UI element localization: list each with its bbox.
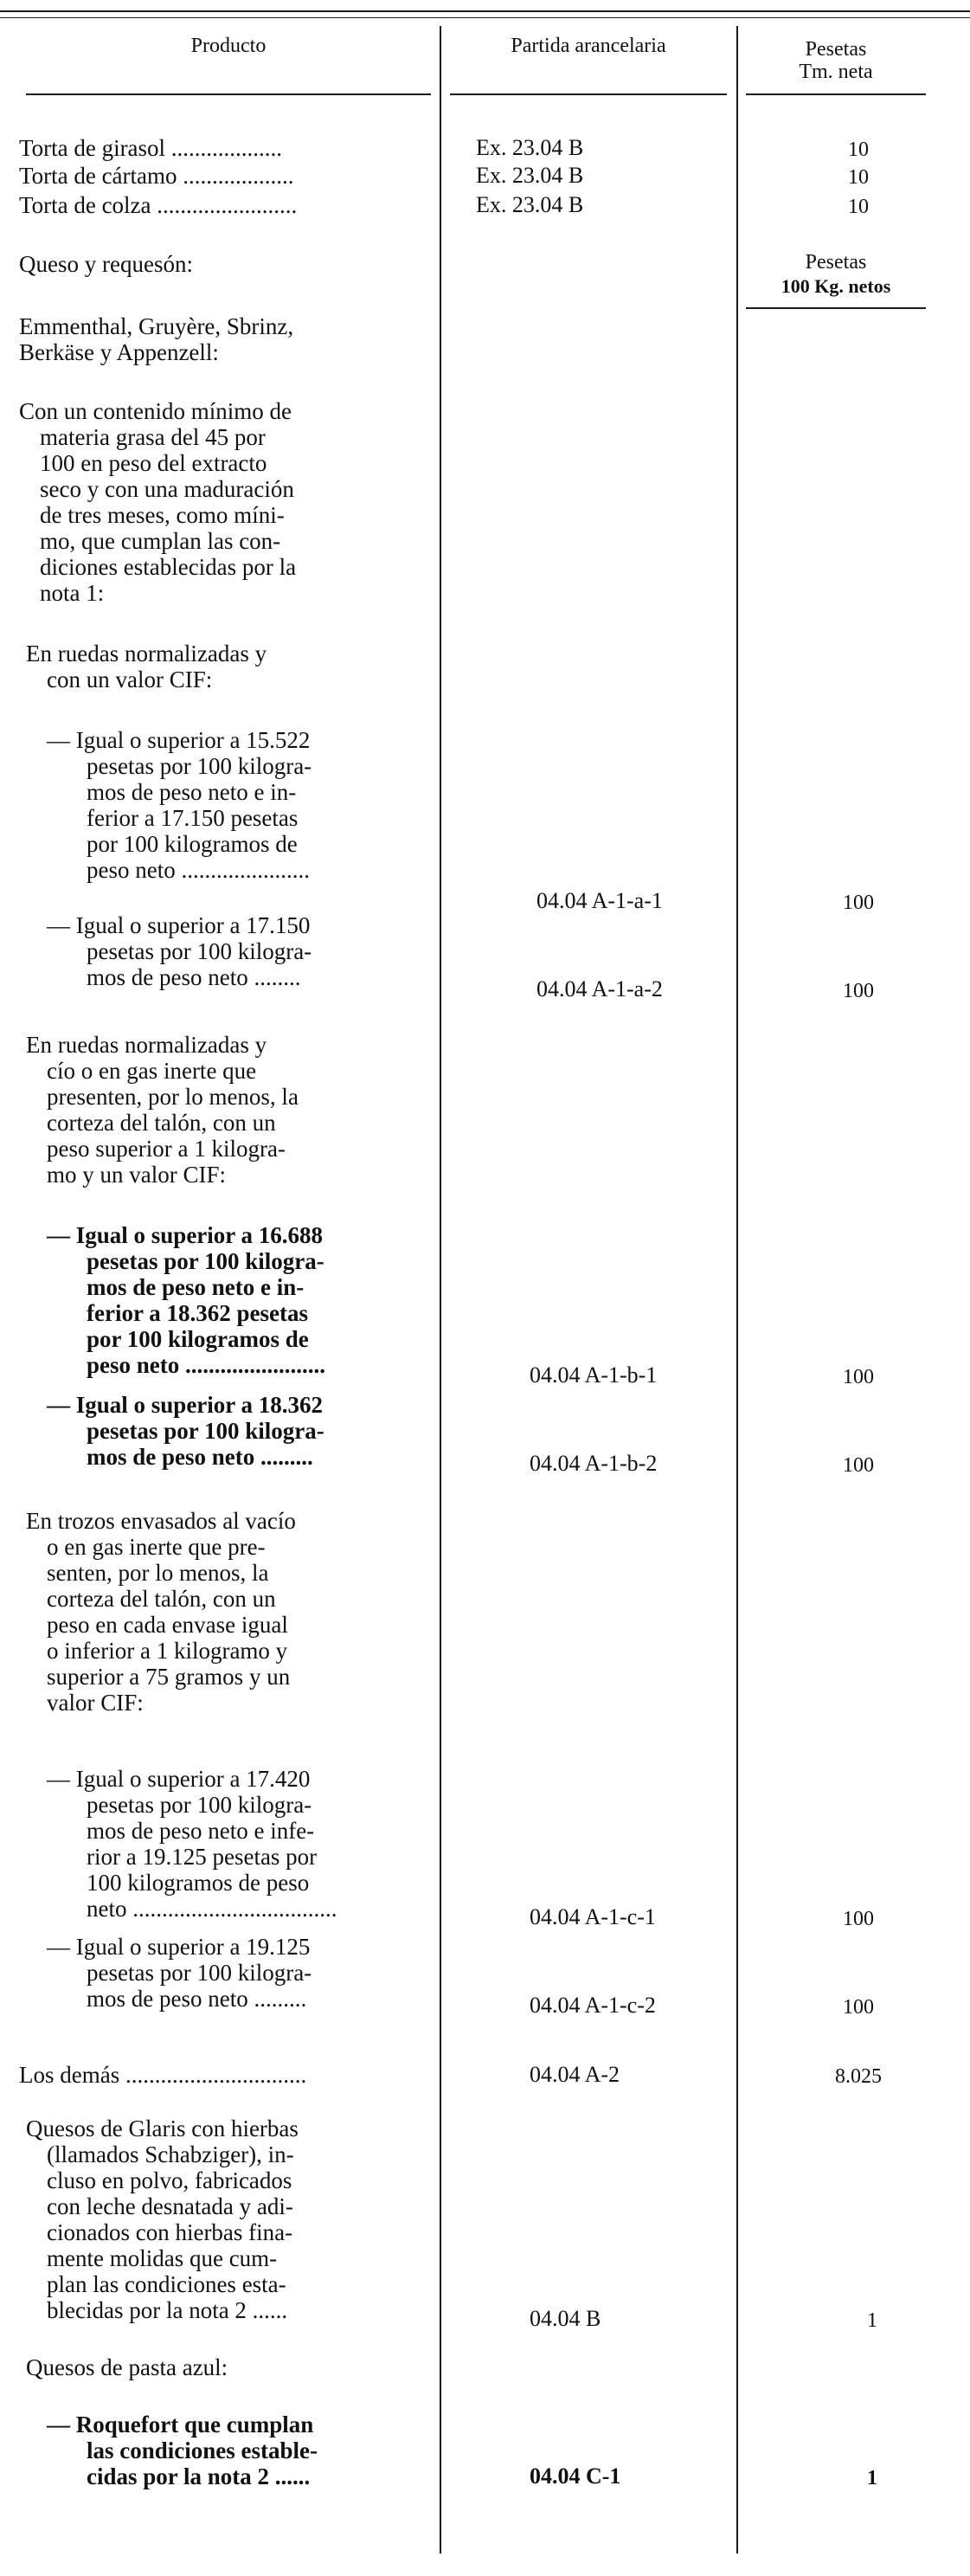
a1b1-l2: pesetas por 100 kilogra- [87,1248,324,1274]
ruedas1-l1: En ruedas normalizadas y [26,641,267,667]
row-cartamo: Torta de cártamo ................... [19,163,294,189]
a1c2-l2: pesetas por 100 kilogra- [87,1960,312,1986]
trozos-l2: o en gas inerte que pre- [47,1534,266,1560]
a1b2-l2: pesetas por 100 kilogra- [87,1418,324,1444]
azul-title: Quesos de pasta azul: [26,2354,228,2380]
ruedas1-l2: con un valor CIF: [47,667,213,692]
subheader-underline [746,307,926,309]
glaris-l2: (llamados Schabziger), in- [47,2141,294,2167]
trozos-l7: superior a 75 gramos y un [47,1664,291,1690]
queso-title: Queso y requesón: [19,251,193,277]
contenido-l4: seco y con una maduración [40,476,294,502]
trozos-l3: senten, por lo menos, la [47,1560,269,1586]
demas-text: Los demás ............................... [19,2062,307,2088]
a1a1-l1: — Igual o superior a 15.522 [47,727,311,753]
a1a1-l4: ferior a 17.150 pesetas [87,805,299,831]
top-rule-2 [0,17,970,18]
header-underline-tariff [450,93,727,95]
header-product: Producto [190,35,267,57]
a1a1-l3: mos de peso neto e in- [87,779,297,805]
subheader-pesetas: Pesetas [805,251,867,274]
code-a1c1: 04.04 A-1-c-1 [530,1904,656,1929]
glaris-l8: blecidas por la nota 2 ...... [47,2297,288,2323]
a1a2-l2: pesetas por 100 kilogra- [87,938,312,964]
a1c2-l3: mos de peso neto ......... [87,1986,307,2012]
ruedas2-l4: corteza del talón, con un [47,1110,276,1136]
code-cartamo: Ex. 23.04 B [476,163,584,188]
code-a1b1: 04.04 A-1-b-1 [530,1362,658,1388]
glaris-l1: Quesos de Glaris con hierbas [26,2116,299,2141]
header-price-line1: Pesetas [805,38,867,61]
header-price-line2: Tm. neta [799,61,873,83]
glaris-l3: cluso en polvo, fabricados [47,2167,292,2193]
contenido-l8: nota 1: [40,580,105,606]
ruedas2-l6: mo y un valor CIF: [47,1162,226,1188]
code-colza: Ex. 23.04 B [476,192,584,217]
a1b2-l3: mos de peso neto ......... [87,1444,313,1470]
value-colza: 10 [848,196,869,218]
a1c1-l3: mos de peso neto e infe- [87,1818,315,1844]
code-a1c2: 04.04 A-1-c-2 [530,1993,656,2018]
a1a2-l1: — Igual o superior a 17.150 [47,912,311,938]
code-a1a2: 04.04 A-1-a-2 [536,976,663,1001]
code-demas: 04.04 A-2 [530,2062,620,2087]
subheader-kg: 100 Kg. netos [780,275,891,297]
column-divider-1 [440,26,441,2553]
a1a1-l6: peso neto ...................... [87,857,310,883]
trozos-l6: o inferior a 1 kilogramo y [47,1638,288,1664]
value-a1a1: 100 [843,892,874,914]
code-roquefort: 04.04 C-1 [530,2463,621,2489]
code-a1b2: 04.04 A-1-b-2 [530,1451,658,1476]
value-cartamo: 10 [848,166,869,189]
trozos-l8: valor CIF: [47,1690,144,1716]
glaris-l4: con leche desnatada y adi- [47,2193,293,2219]
value-glaris: 1 [867,2309,877,2332]
value-a1c2: 100 [843,1996,874,2019]
a1a1-l5: por 100 kilogramos de [87,831,298,857]
a1b1-l6: peso neto ........................ [87,1352,325,1378]
ruedas2-l3: presenten, por lo menos, la [47,1084,299,1110]
emmenthal-l2: Berkäse y Appenzell: [19,339,219,365]
value-roquefort: 1 [867,2467,877,2489]
trozos-l1: En trozos envasados al vacío [26,1508,296,1534]
contenido-l3: 100 en peso del extracto [40,450,267,476]
value-a1c1: 100 [843,1908,874,1930]
top-rule [0,10,970,12]
value-a1b1: 100 [843,1366,874,1388]
a1c1-l6: neto ................................... [87,1896,337,1922]
emmenthal-l1: Emmenthal, Gruyère, Sbrinz, [19,313,294,339]
roquefort-l1: — Roquefort que cumplan [47,2412,314,2438]
code-girasol: Ex. 23.04 B [476,135,584,160]
value-girasol: 10 [848,138,869,161]
header-underline-product [26,93,431,95]
a1c1-l5: 100 kilogramos de peso [87,1870,310,1896]
trozos-l5: peso en cada envase igual [47,1612,288,1638]
a1a2-l3: mos de peso neto ........ [87,964,301,990]
contenido-l5: de tres meses, como míni- [40,502,285,528]
a1b1-l4: ferior a 18.362 pesetas [87,1300,308,1326]
glaris-l7: plan las condiciones esta- [47,2271,286,2297]
value-a1a2: 100 [843,980,874,1002]
row-girasol: Torta de girasol ................... [19,135,283,161]
value-a1b2: 100 [843,1454,874,1477]
code-glaris: 04.04 B [530,2306,601,2331]
a1a1-l2: pesetas por 100 kilogra- [87,753,312,779]
roquefort-l2: las condiciones estable- [87,2438,318,2463]
a1b1-l3: mos de peso neto e in- [87,1274,305,1300]
a1b1-l1: — Igual o superior a 16.688 [47,1222,324,1248]
contenido-l6: mo, que cumplan las con- [40,528,281,554]
roquefort-l3: cidas por la nota 2 ...... [87,2463,311,2489]
header-underline-price [746,93,926,95]
a1c2-l1: — Igual o superior a 19.125 [47,1934,311,1960]
value-demas: 8.025 [835,2065,882,2088]
code-a1a1: 04.04 A-1-a-1 [536,888,663,913]
a1b1-l5: por 100 kilogramos de [87,1326,309,1352]
a1c1-l1: — Igual o superior a 17.420 [47,1766,311,1792]
contenido-l1: Con un contenido mínimo de [19,398,292,424]
a1c1-l2: pesetas por 100 kilogra- [87,1792,312,1818]
row-colza: Torta de colza ........................ [19,192,298,218]
a1c1-l4: rior a 19.125 pesetas por [87,1844,318,1870]
column-divider-2 [736,26,738,2553]
glaris-l6: mente molidas que cum- [47,2245,278,2271]
a1b2-l1: — Igual o superior a 18.362 [47,1392,324,1418]
ruedas2-l5: peso superior a 1 kilogra- [47,1136,286,1162]
header-tariff: Partida arancelaria [511,35,666,57]
trozos-l4: corteza del talón, con un [47,1586,276,1612]
contenido-l7: diciones establecidas por la [40,554,297,580]
glaris-l5: cionados con hierbas fina- [47,2219,293,2245]
contenido-l2: materia grasa del 45 por [40,424,266,450]
ruedas2-l2: cío o en gas inerte que [47,1058,257,1084]
ruedas2-l1: En ruedas normalizadas y [26,1032,267,1058]
